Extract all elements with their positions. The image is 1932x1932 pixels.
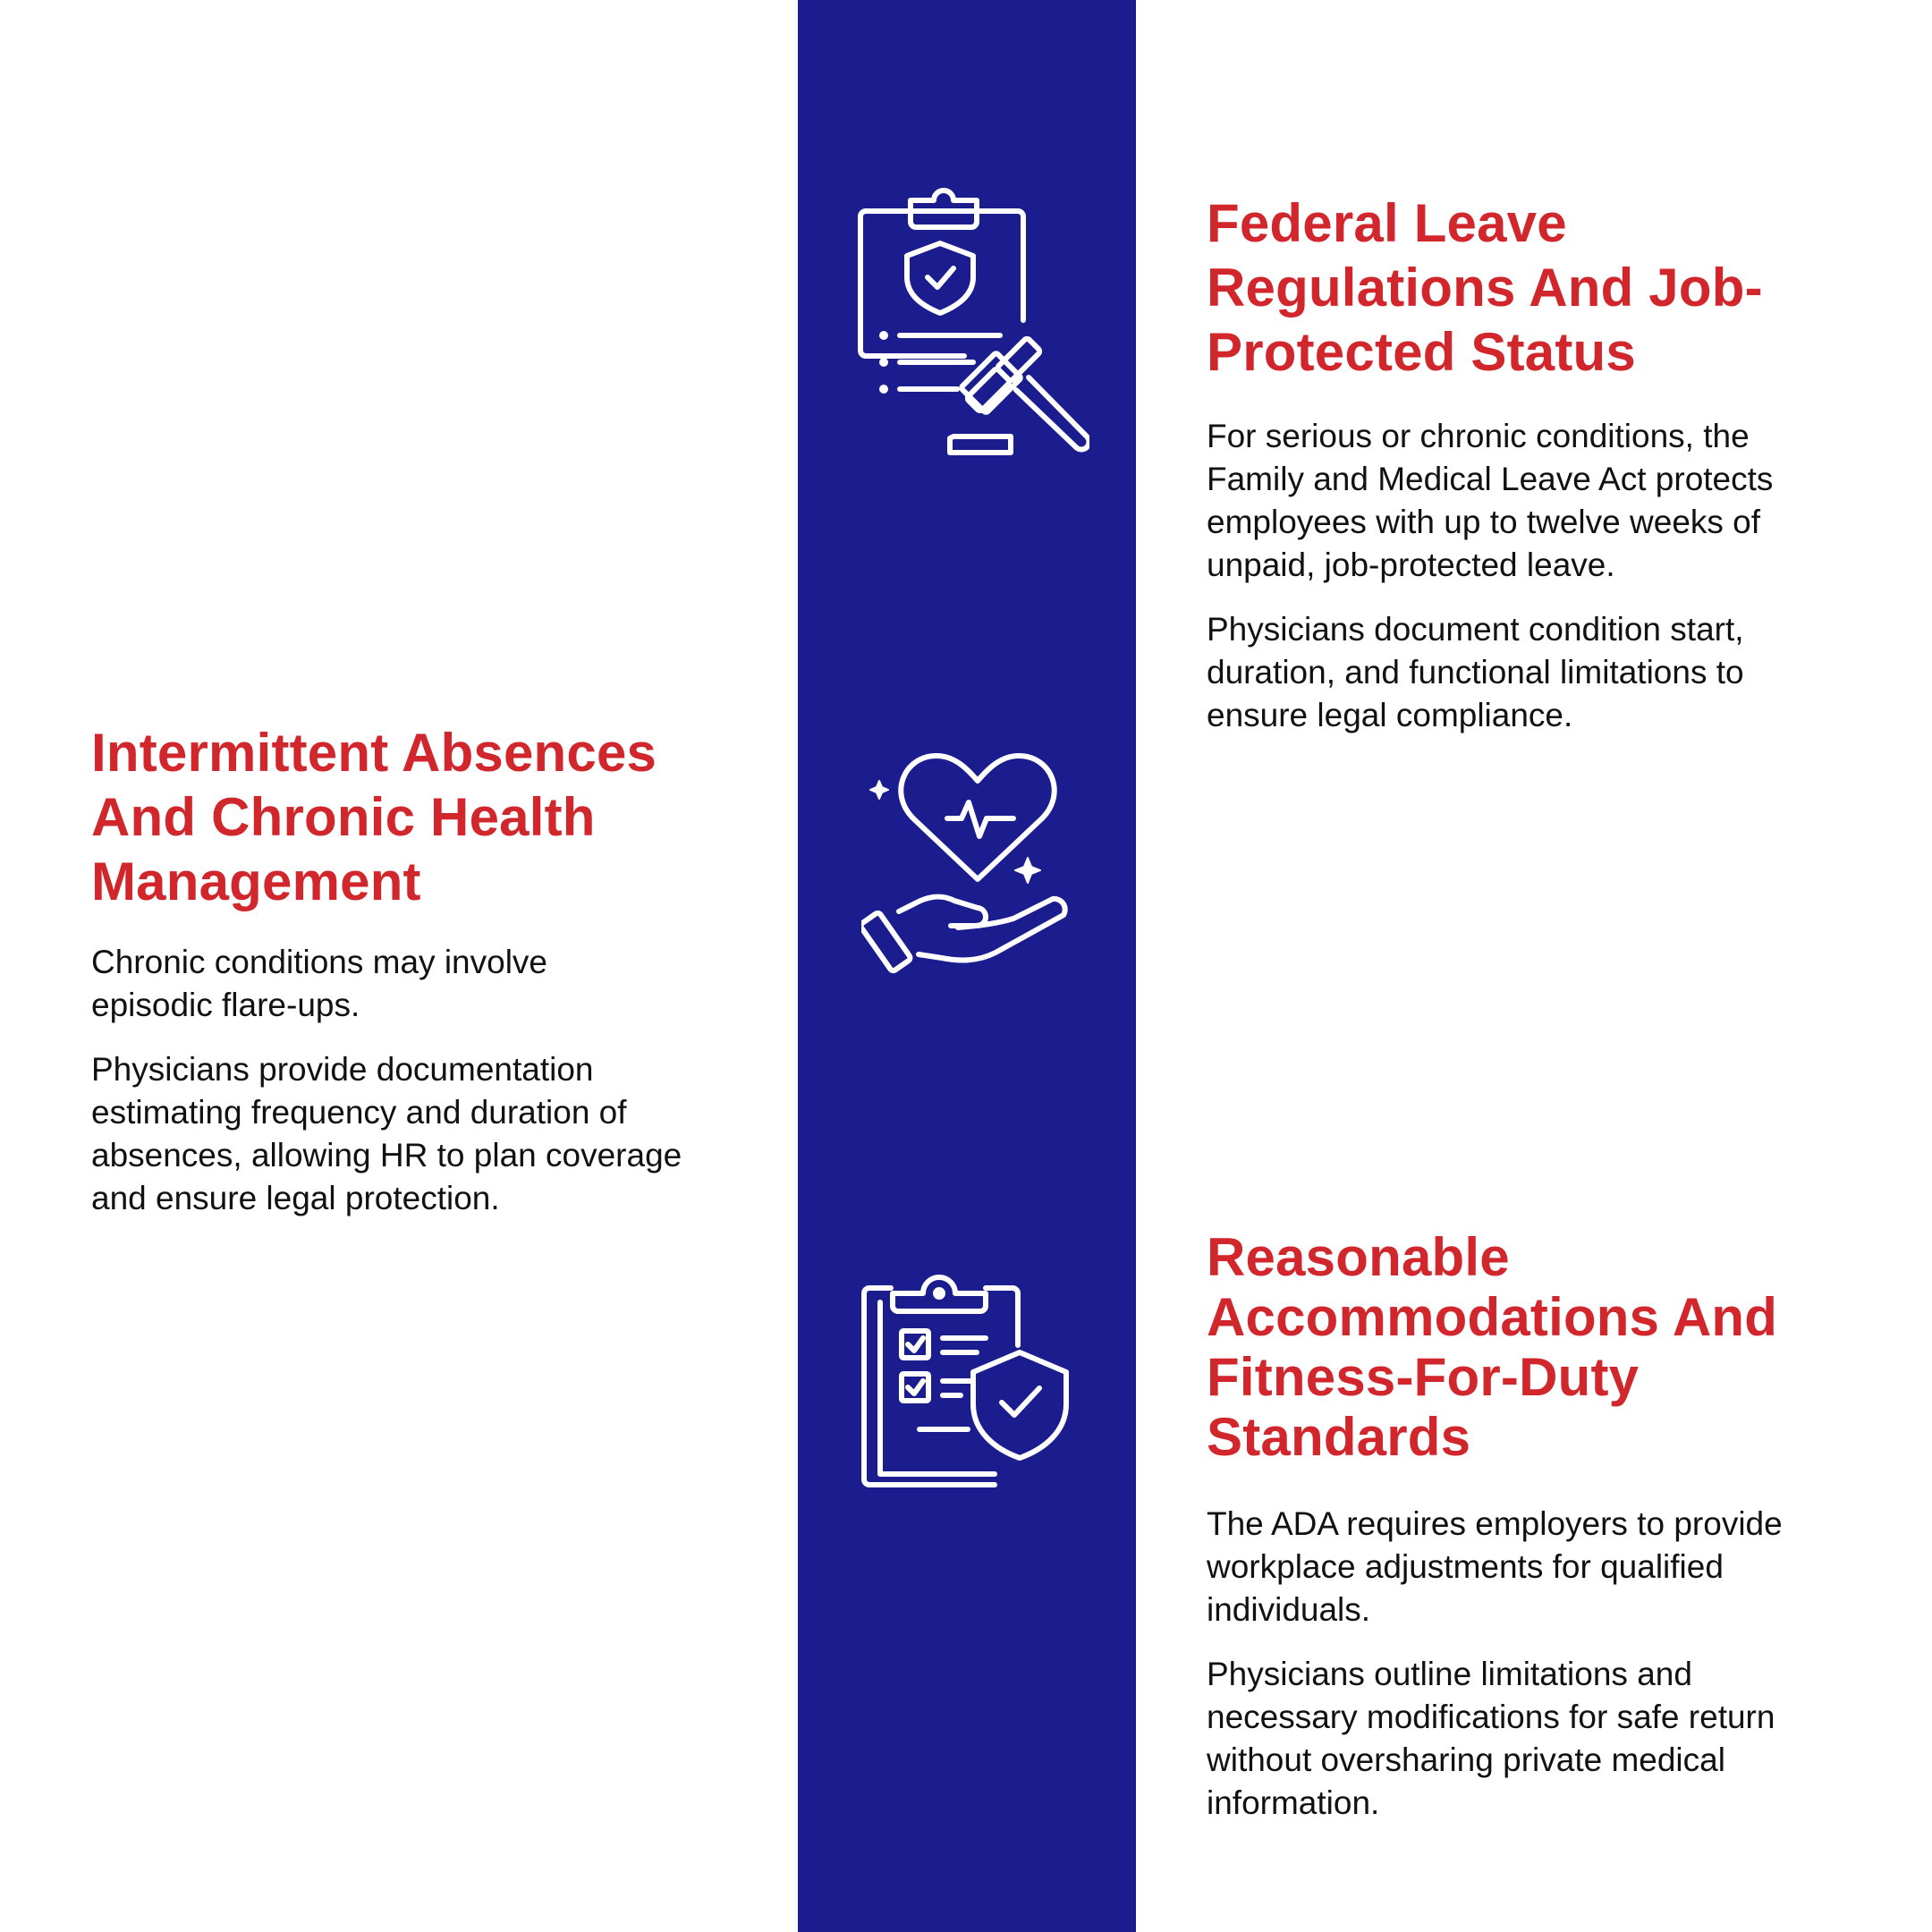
- section-paragraph: Physicians document condition start, duration, and functional limitations to ensure legal compliance.: [1207, 611, 1744, 733]
- section-paragraph: Physicians outline limitations and necessary modifications for safe return without oversharing private medical information.: [1207, 1656, 1775, 1821]
- section-paragraph: Physicians provide documentation estimating frequency and duration of absences, allowing HR to plan coverage and ensure legal protection.: [91, 1051, 682, 1216]
- section-paragraph: For serious or chronic conditions, the Family and Medical Leave Act protects employees with up to twelve weeks of unpaid, job-protected leave.: [1207, 418, 1774, 583]
- heart-in-hand-icon: [861, 747, 1076, 984]
- section-heading: Reasonable Accommodations And Fitness-For-Duty Standards: [1207, 1227, 1778, 1467]
- section-federal-leave: [1207, 191, 1833, 737]
- checklist-shield-icon: [860, 1252, 1075, 1489]
- section-heading: Intermittent Absences And Chronic Health Management: [91, 723, 657, 911]
- clipboard-shield-gavel-icon: [857, 188, 1089, 456]
- section-reasonable-accommodations: [1207, 1227, 1851, 1825]
- section-paragraph: The ADA requires employers to provide workplace adjustments for qualified individuals.: [1207, 1505, 1783, 1628]
- section-heading: Federal Leave Regulations And Job-Protected Status: [1207, 193, 1763, 382]
- section-paragraph: Chronic conditions may involve episodic flare-ups.: [91, 944, 548, 1023]
- section-intermittent-absences: [91, 721, 735, 1220]
